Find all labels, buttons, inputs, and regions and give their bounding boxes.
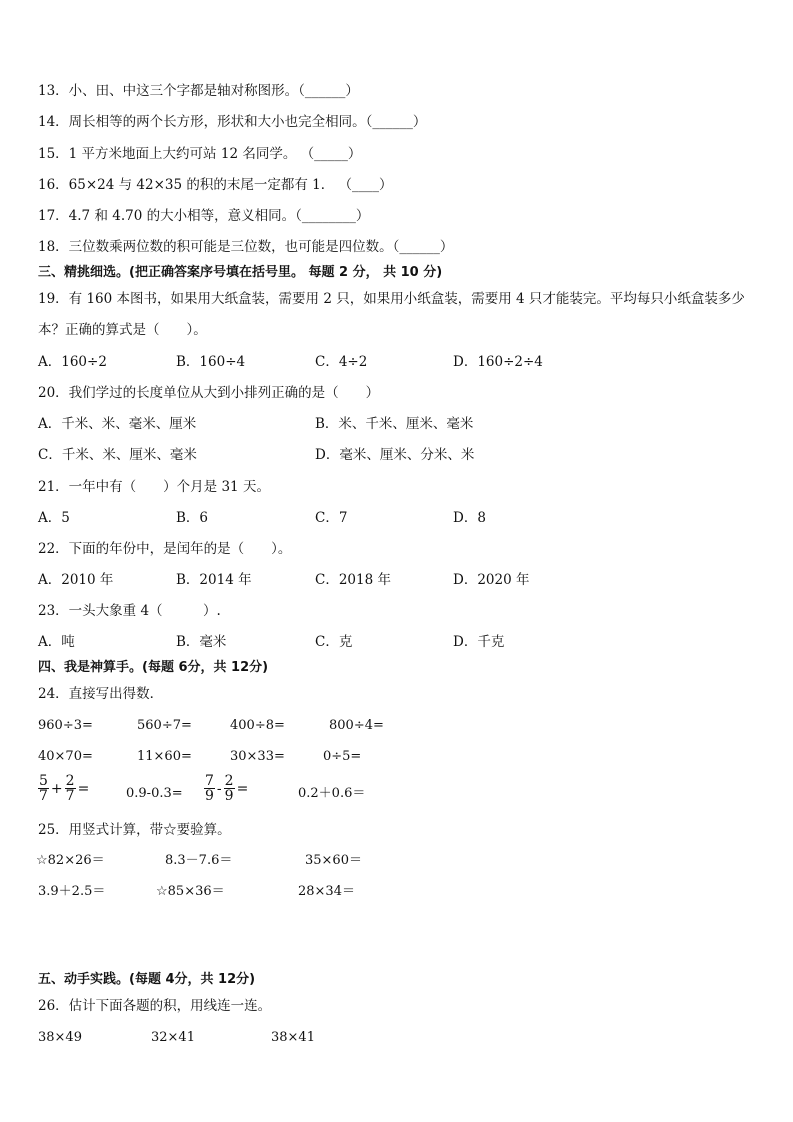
q20-option-b: B．米、千米、厘米、毫米 [315, 416, 474, 432]
question-23: 23．一头大象重 4（ ）. [38, 603, 221, 619]
fraction-denominator: 9 [224, 788, 234, 804]
question-26: 26．估计下面各题的积，用线连一连。 [38, 998, 272, 1014]
q19-option-d: D．160÷2÷4 [453, 354, 543, 370]
question-17: 17．4.7 和 4.70 的大小相等，意义相同。（________） [38, 208, 370, 224]
question-14: 14．周长相等的两个长方形，形状和大小也完全相同。（______） [38, 114, 427, 130]
q23-option-a: A．吨 [38, 634, 75, 650]
question-20: 20．我们学过的长度单位从大到小排列正确的是（ ） [38, 385, 380, 401]
equals-sign: = [77, 780, 90, 797]
q25-calc-6: 28×34＝ [298, 884, 355, 899]
fraction-numerator: 7 [205, 773, 214, 789]
fraction-denominator: 7 [65, 788, 75, 804]
question-19-line1: 19．有 160 本图书，如果用大纸盒装，需要用 2 只，如果用小纸盒装，需要用 4 只才能装完。平均每只小纸盒装多少 [38, 291, 745, 307]
q24-fraction-difference [204, 774, 250, 803]
q20-option-c: C．千米、米、厘米、毫米 [38, 447, 197, 463]
q25-calc-1: ☆82×26＝ [36, 853, 105, 868]
question-25: 25．用竖式计算，带☆要验算。 [38, 822, 231, 838]
q20-option-a: A．千米、米、毫米、厘米 [38, 416, 197, 432]
q22-option-d: D．2020 年 [453, 572, 530, 588]
q24-calc-1: 960÷3= [38, 718, 93, 733]
q25-calc-5: ☆85×36＝ [156, 884, 225, 899]
operator: + [50, 780, 63, 797]
equals-sign: = [236, 780, 249, 797]
question-22: 22．下面的年份中，是闰年的是（ ）。 [38, 541, 292, 557]
q23-option-b: B．毫米 [176, 634, 227, 650]
fraction-denominator: 7 [39, 788, 48, 804]
q26-item-3: 38×41 [271, 1030, 315, 1045]
fraction-numerator: 2 [65, 773, 75, 789]
section-3-title: 三、精挑细选。(把正确答案序号填在括号里。 每题 2 分， 共 10 分) [38, 265, 443, 280]
q22-option-a: A．2010 年 [38, 572, 114, 588]
q24-calc-8: 0÷5= [323, 749, 362, 764]
q21-option-c: C．7 [315, 510, 348, 526]
q24-calc-7: 30×33= [230, 749, 285, 764]
q21-option-b: B．6 [176, 510, 209, 526]
q22-option-b: B．2014 年 [176, 572, 252, 588]
q25-calc-3: 35×60＝ [305, 853, 362, 868]
q24-calc-3: 400÷8= [230, 718, 285, 733]
q25-calc-2: 8.3－7.6＝ [165, 853, 233, 868]
q26-item-1: 38×49 [38, 1030, 82, 1045]
q21-option-d: D．8 [453, 510, 486, 526]
q19-option-c: C．4÷2 [315, 354, 368, 370]
q21-option-a: A．5 [38, 510, 70, 526]
fraction-denominator: 9 [205, 788, 214, 804]
section-4-title: 四、我是神算手。(每题 6分，共 12分) [38, 660, 269, 675]
q24-calc-2: 560÷7= [137, 718, 192, 733]
fraction-numerator: 2 [224, 773, 234, 789]
question-16: 16．65×24 与 42×35 的积的末尾一定都有 1． （____） [38, 177, 393, 193]
q19-option-b: B．160÷4 [176, 354, 246, 370]
q24-fraction-sum [38, 774, 91, 803]
q25-calc-4: 3.9＋2.5＝ [38, 884, 106, 899]
question-24: 24．直接写出得数． [38, 686, 164, 702]
q23-option-c: C．克 [315, 634, 353, 650]
q22-option-c: C．2018 年 [315, 572, 391, 588]
question-21: 21．一年中有（ ）个月是 31 天。 [38, 479, 270, 495]
fraction-numerator: 5 [39, 773, 48, 789]
question-13: 13．小、田、中这三个字都是轴对称图形。（______） [38, 83, 359, 99]
q26-item-2: 32×41 [151, 1030, 195, 1045]
q24-calc-4: 800÷4= [329, 718, 384, 733]
q24-calc-6: 11×60= [137, 749, 192, 764]
q24-calc-5: 40×70= [38, 749, 93, 764]
q19-option-a: A．160÷2 [38, 354, 107, 370]
question-18: 18．三位数乘两位数的积可能是三位数，也可能是四位数。（______） [38, 239, 454, 255]
q24-calc-decimal-sum: 0.2＋0.6＝ [298, 786, 366, 801]
q20-option-d: D．毫米、厘米、分米、米 [315, 447, 475, 463]
question-19-line2: 本？正确的算式是（ ）。 [38, 322, 207, 338]
q23-option-d: D．千克 [453, 634, 505, 650]
section-5-title: 五、动手实践。(每题 4分，共 12分) [38, 972, 256, 987]
question-15: 15．1 平方米地面上大约可站 12 名同学。 （_____） [38, 146, 362, 162]
operator: - [216, 780, 222, 797]
q24-calc-decimal: 0.9-0.3= [126, 786, 183, 801]
